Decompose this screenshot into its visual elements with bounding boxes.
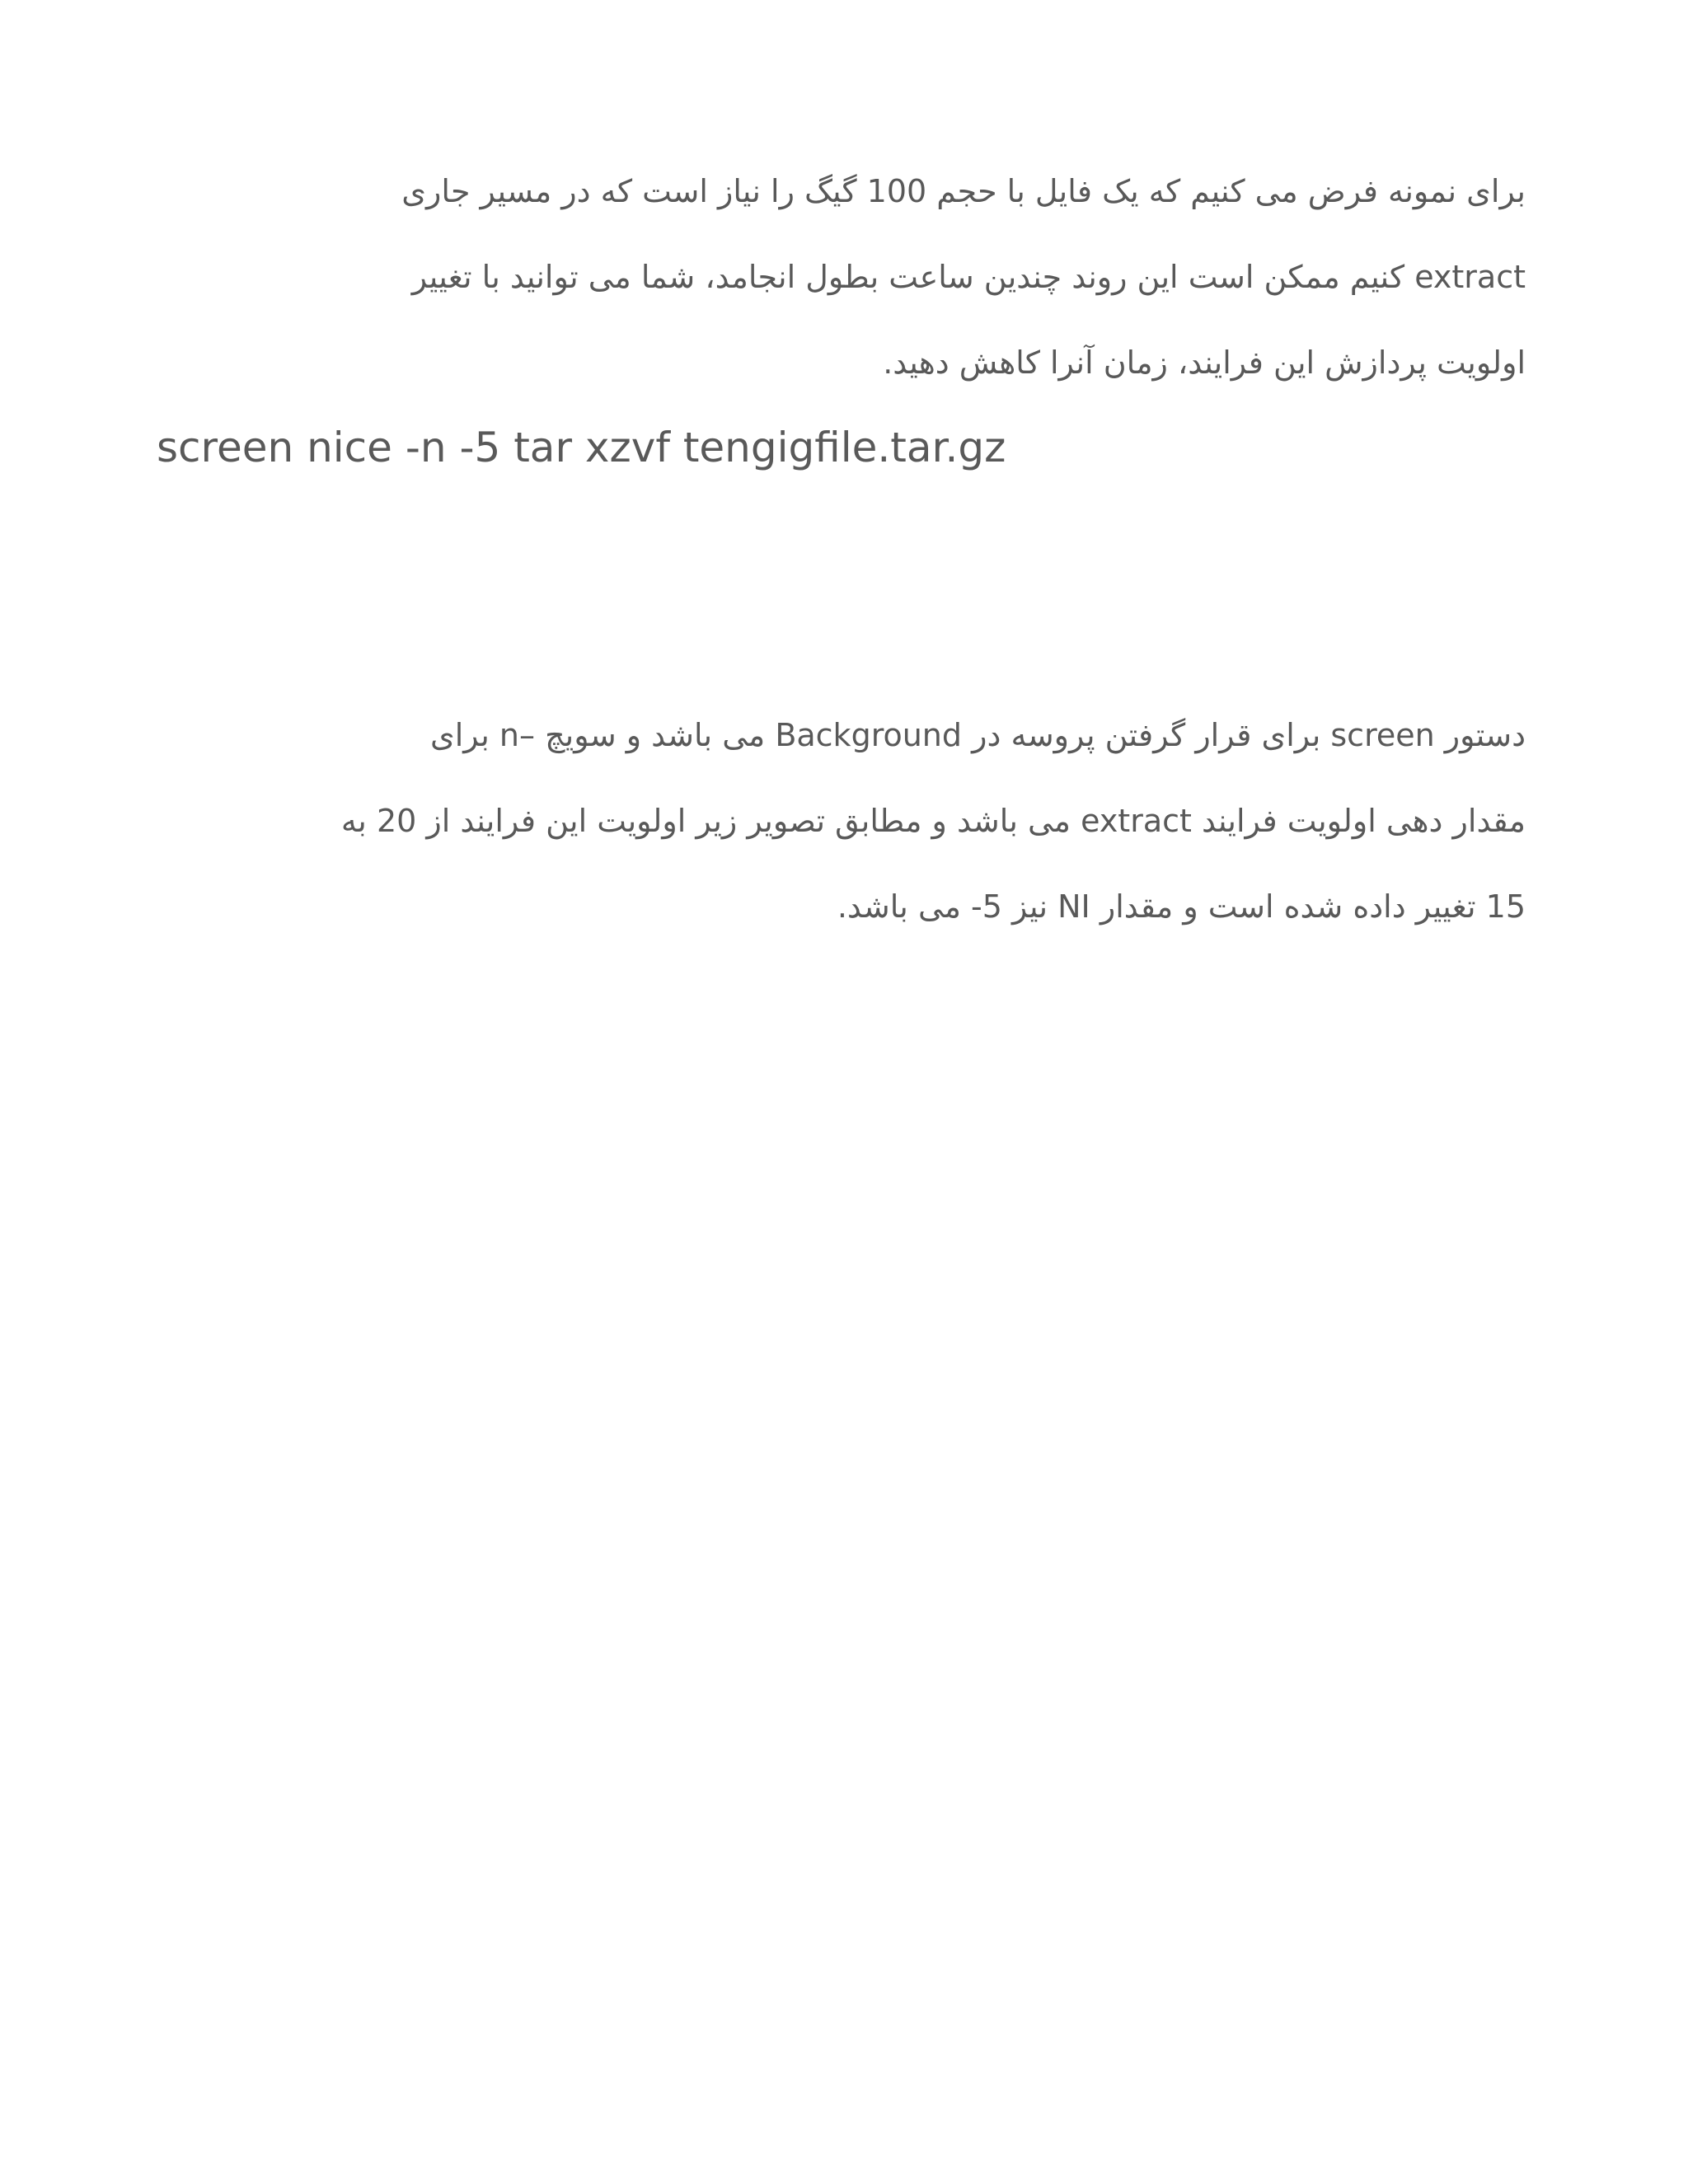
paragraph-explanation — [42, 692, 1526, 949]
paragraph-line: مقدار دهی اولویت فرایند extract می باشد و مطابق تصویر زیر اولویت این فرایند از 20 به — [340, 803, 1526, 839]
command-line: screen nice -n -5 tar xzvf tengigfile.tar.gz — [157, 424, 1006, 471]
paragraph-intro — [124, 148, 1526, 405]
paragraph-line: 15 تغییر داده شده است و مقدار NI نیز 5- می باشد. — [837, 888, 1526, 925]
paragraph-line: extract کنیم ممکن است این روند چندین ساعت بطول انجامد، شما می توانید با تغییر — [411, 259, 1526, 295]
paragraph-line: برای نمونه فرض می کنیم که یک فایل با حجم 100 گیگ را نیاز است که در مسیر جاری — [401, 173, 1526, 209]
paragraph-line: اولویت پردازش این فرایند، زمان آنرا کاهش دهید. — [883, 344, 1526, 381]
paragraph-line: دستور screen برای قرار گرفتن پروسه در Background می باشد و سویچ –n برای — [429, 717, 1526, 753]
